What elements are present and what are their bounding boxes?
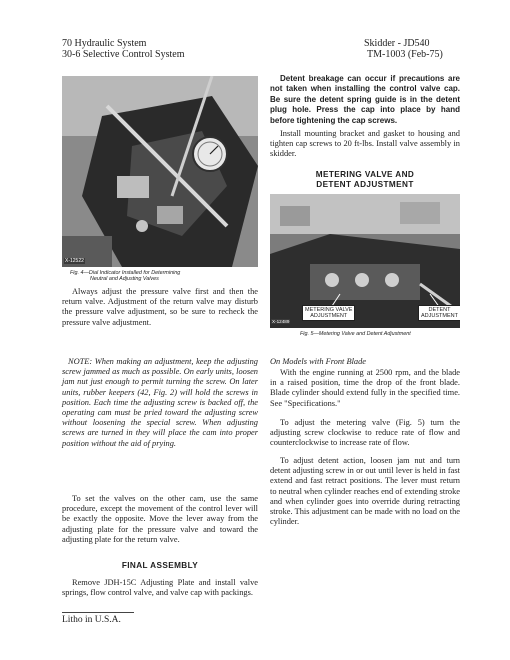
callout-detent [418, 305, 460, 321]
callout-metering-valve [302, 305, 355, 321]
callout-metering-valve-sub: ADJUSTMENT [310, 313, 348, 319]
heading-final-assembly: FINAL ASSEMBLY [121, 561, 199, 570]
right-paragraph-detent-adjust: To adjust detent action, loosen jam nut and turn detent adjusting screw in or out until lever is held in fast extend and fast retract positions. The lever must return to neutral when cylinder reaches end of extending stroke and when cylinder goes into override during retracting stroke. This adjustment can be made with no load on the cylinder. [270, 456, 460, 527]
footer-rule [62, 612, 134, 613]
header-subsection-title: 30-6 Selective Control System [62, 49, 185, 60]
figure-5-photo [270, 194, 460, 328]
warning-detent-breakage: Detent breakage can occur if precautions are not taken when installing the control valve cap. Be sure the detent spring guide is in the detent plug hole. Press the cap into place by hand before tightening the cap screws. [270, 74, 460, 125]
figure-4-caption-line1: Fig. 4—Dial Indicator Installed for Determining [70, 270, 181, 276]
figure-4-label: X-12522 [65, 258, 84, 264]
figure-5-caption: Fig. 5—Metering Valve and Detent Adjustment [300, 331, 411, 337]
header-section-title: 70 Hydraulic System [62, 38, 147, 49]
heading-metering-valve-line2: DETENT ADJUSTMENT [316, 180, 414, 189]
header-manual-number: TM-1003 (Feb-75) [367, 49, 443, 60]
left-note-adjusting-screw: NOTE: When making an adjustment, keep the adjusting screw jammed as much as possible. On early units, loosen jam nut just enough to permit turning the screw. On later units, rubber keepers (42, Fig. 2) will hold the screws in position. Each time the adjusting screw is backed off, the operating cam must be pried toward the adjusting screw without loosening the special screw. When adjusting screws are turned in they will place the cam into proper position without the aid of prying. [62, 357, 258, 448]
subheading-front-blade: On Models with Front Blade [270, 357, 366, 366]
figure-5-label: X-12489 [272, 319, 290, 324]
right-paragraph-metering-adjust: To adjust the metering valve (Fig. 5) turn the adjusting screw clockwise to reduce rate of flow and counterclockwise to increase rate of flow. [270, 418, 460, 448]
heading-metering-valve-line1: METERING VALVE AND [315, 170, 415, 179]
figure-4-caption-line2: Neutral and Adjusting Valves [90, 276, 159, 282]
right-paragraph-engine-timing: With the engine running at 2500 rpm, and the blade in a raised position, time the drop of the front blade. Blade cylinder should extend fully in the specified time. See "Specifications." [270, 368, 460, 408]
left-paragraph-other-cam: To set the valves on the other cam, use the same procedure, except the movement of the control lever will be exactly the opposite. Move the lever away from the adjusting plate for the pressure valve and toward the adjusting plate for the return valve. [62, 494, 258, 544]
callout-detent-sub: ADJUSTMENT [421, 313, 458, 319]
figure-4-photo [62, 76, 258, 267]
right-paragraph-mounting-bracket: Install mounting bracket and gasket to housing and tighten cap screws to 20 ft-lbs. Install valve assembly in skidder. [270, 129, 460, 159]
footer-litho: Litho in U.S.A. [62, 615, 121, 625]
dial-indicator-illustration [62, 76, 258, 267]
left-paragraph-final-assembly: Remove JDH-15C Adjusting Plate and install valve springs, flow control valve, and valve cap with packings. [62, 578, 258, 598]
callout-detent-label: DETENT [428, 307, 451, 313]
left-paragraph-adjust-order: Always adjust the pressure valve first and then the return valve. Adjustment of the return valve may disturb the pressure valve adjustment, so be sure to recheck the pressure valve adjustment. [62, 287, 258, 327]
callout-metering-valve-label: METERING VALVE [305, 307, 353, 313]
header-machine-model: Skidder - JD540 [364, 38, 430, 49]
